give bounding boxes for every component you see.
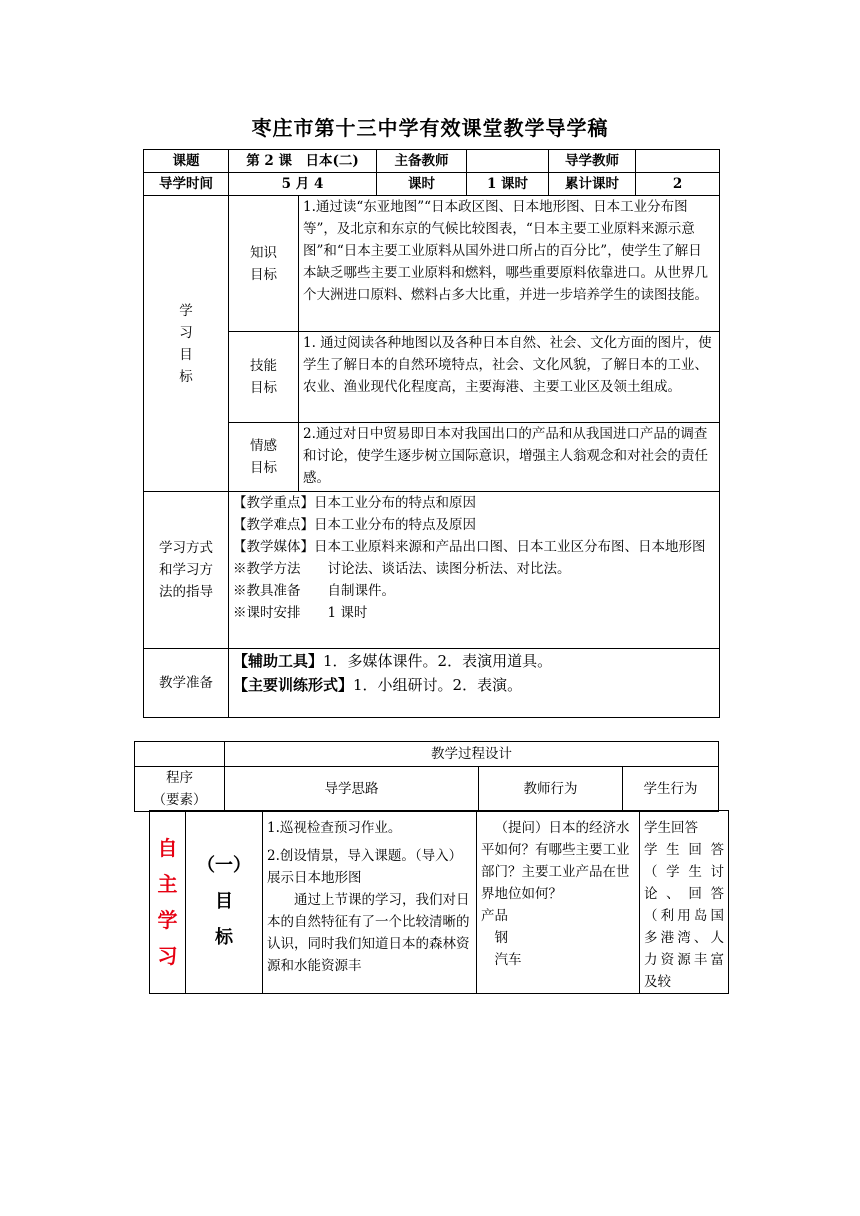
method-label: 学习方式 和学习方 法的指导 xyxy=(144,492,229,649)
header-cell: 导学教师 xyxy=(549,150,636,173)
header-row-2 xyxy=(144,173,720,196)
process-title: 教学过程设计 xyxy=(225,742,719,767)
header-cell xyxy=(467,150,549,173)
process-body-table xyxy=(149,810,729,994)
method-line: 【教学媒体】日本工业原料来源和产品出口图、日本工业区分布图、日本地形图 xyxy=(233,539,706,555)
document-title: 枣庄市第十三中学有效课堂教学导学稿 xyxy=(251,116,609,140)
method-text xyxy=(229,492,720,649)
header-cell: 第 2 课 日本(二) xyxy=(229,150,377,173)
header-cell: 课时 xyxy=(377,173,467,196)
emotion-goal-row xyxy=(144,423,720,492)
stage-sub: （一） 目 标 xyxy=(186,811,263,994)
self-study-row xyxy=(150,811,729,994)
prep-label: 教学准备 xyxy=(144,649,229,718)
header-cell: 主备教师 xyxy=(377,150,467,173)
lesson-info-table xyxy=(143,149,720,718)
header-cell: 1 课时 xyxy=(467,173,549,196)
blank-cell xyxy=(135,742,225,767)
stage-name: 自 主 学 习 xyxy=(150,811,186,994)
header-cell xyxy=(636,150,720,173)
header-cell: 5 月 4 xyxy=(229,173,377,196)
knowledge-goal-text: 1.通过读“东亚地图”“日本政区图、日本地形图、日本工业分布图等”，及北京和东京的气候比较图表，“日本主要工业原料来源示意图”和“日本主要工业原料从国外进口所占的百分比”，使学生了解日本缺乏哪些主要工业原料和燃料，哪些重要原料依靠进口。从世界几个大洲进口原料、燃料占多大比重，并进一步培养学生的读图技能。 xyxy=(299,196,720,332)
teacher-text: （提问）日本的经济水平如何？有哪些主要工业部门？主要工业产品在世界地位如何？ 产品 钢 汽车 xyxy=(477,811,640,994)
header-cell: 2 xyxy=(636,173,720,196)
method-row xyxy=(144,492,720,649)
emotion-goal-text: 2.通过对日中贸易即日本对我国出口的产品和从我国进口产品的调查和讨论，使学生逐步树立国际意识，增强主人翁观念和对社会的责任感。 xyxy=(299,423,720,492)
prep-text: 【辅助工具】1．多媒体课件。2．表演用道具。 【主要训练形式】1．小组研讨。2．表演。 xyxy=(229,649,720,718)
emotion-goal-label: 情感 目标 xyxy=(229,423,299,492)
process-header-table xyxy=(134,741,719,812)
header-cell: 累计课时 xyxy=(549,173,636,196)
goals-label: 学 习 目 标 xyxy=(144,196,229,492)
header-cell: 导学时间 xyxy=(144,173,229,196)
skill-goal-row xyxy=(144,332,720,423)
header-row-1 xyxy=(144,150,720,173)
skill-goal-text: 1. 通过阅读各种地图以及各种日本自然、社会、文化方面的图片，使学生了解日本的自然环境特点，社会、文化风貌，了解日本的工业、农业、渔业现代化程度高，主要海港、主要工业区及领土组成。 xyxy=(299,332,720,423)
method-line: ※教具准备 自制课件。 xyxy=(233,583,395,599)
method-line: 【教学难点】日本工业分布的特点及原因 xyxy=(233,517,476,533)
skill-goal-label: 技能 目标 xyxy=(229,332,299,423)
student-header: 学生行为 xyxy=(623,767,719,812)
program-header: 程序 （要素） xyxy=(135,767,225,812)
knowledge-goal-row xyxy=(144,196,720,332)
teacher-header: 教师行为 xyxy=(479,767,623,812)
thinking-text: 1.巡视检查预习作业。 2.创设情景，导入课题。（导入） 展示日本地形图 通过上节课的学习，我们对日本的自然特征有了一个比较清晰的认识，同时我们知道日本的森林资源和水能资源丰 xyxy=(263,811,477,994)
thinking-header: 导学思路 xyxy=(225,767,479,812)
method-line: ※课时安排 1 课时 xyxy=(233,605,368,621)
knowledge-goal-label: 知识 目标 xyxy=(229,196,299,332)
prep-row xyxy=(144,649,720,718)
student-text: 学生回答 学生回答（学生讨论、回答（利用岛国多港湾、人力资源丰富及较 xyxy=(640,811,729,994)
header-cell: 课题 xyxy=(144,150,229,173)
method-line: ※教学方法 讨论法、谈话法、读图分析法、对比法。 xyxy=(233,561,571,577)
method-line: 【教学重点】日本工业分布的特点和原因 xyxy=(233,495,476,511)
